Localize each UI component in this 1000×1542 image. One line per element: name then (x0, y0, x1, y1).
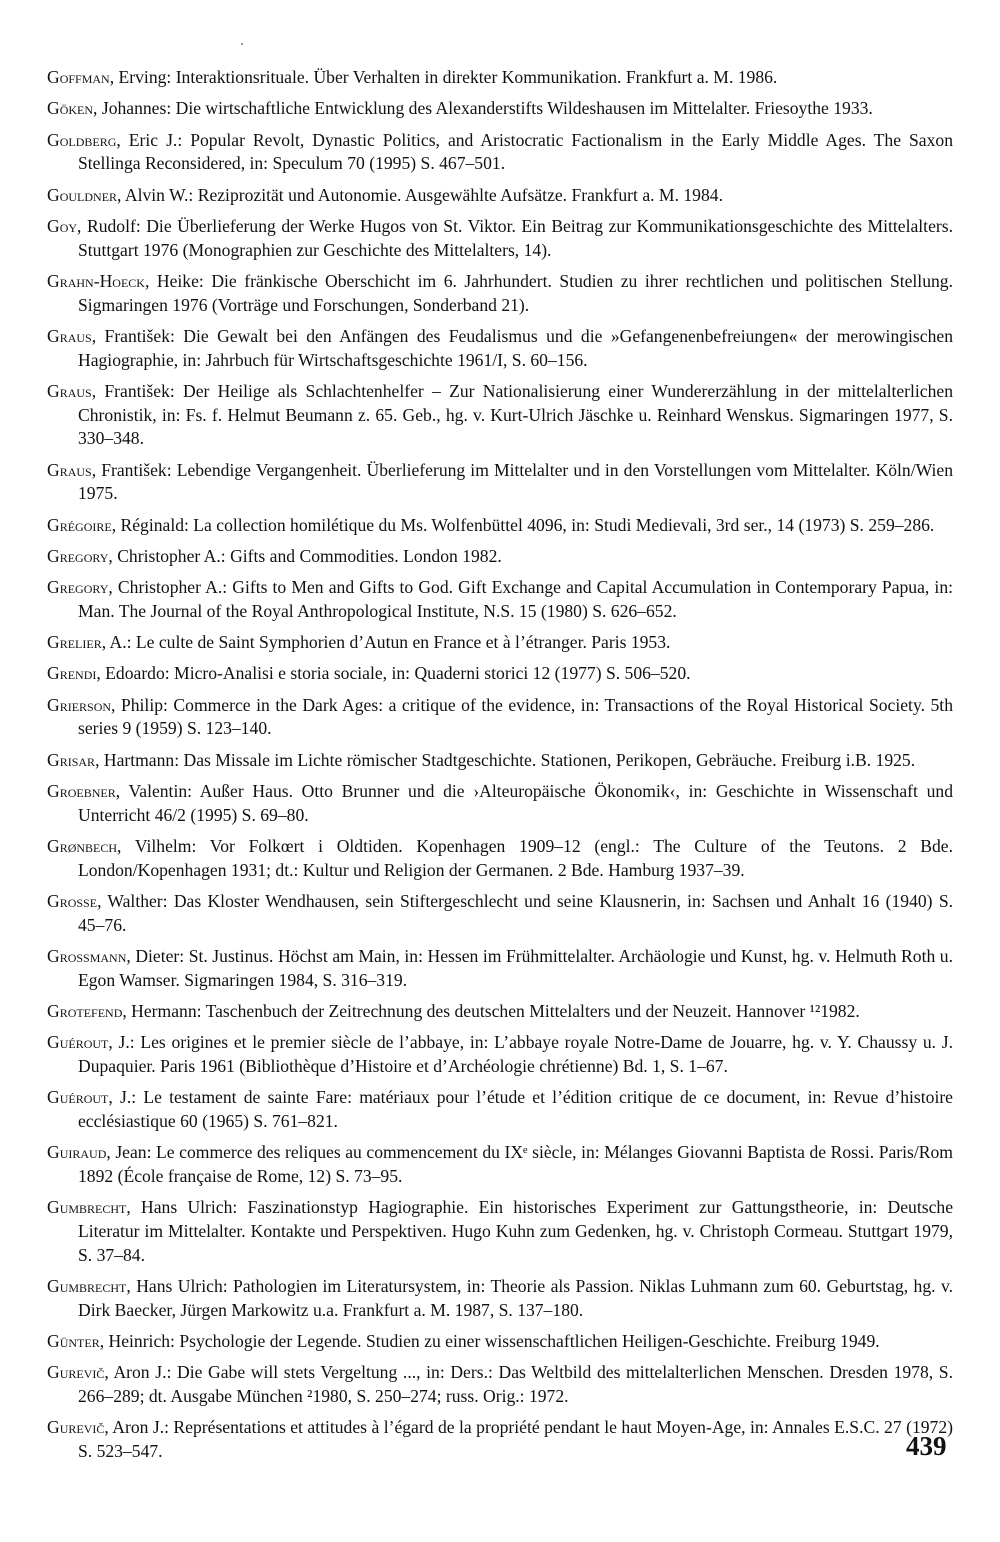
entry-text: , Eric J.: Popular Revolt, Dynastic Politics, and Aristocratic Factionalism in the Early Middle Ages. The Saxon Stellinga Reconsidered, in: Speculum 70 (1995) S. 467–501. (78, 129, 953, 174)
entry-author: Göken (47, 98, 94, 119)
entry-text: , František: Der Heilige als Schlachtenhelfer – Zur Nationalisierung einer Wundererzählung in der mittelalterlichen Chronistik, in: Fs. f. Helmut Beumann z. 65. Geb., hg. v. Kurt-Ulrich Jäschke u. Reinhard Wenskus. Sigmaringen 1977, S. 330–348. (78, 380, 953, 449)
entry-author: Guérout (47, 1087, 109, 1108)
entry-text: , Philip: Commerce in the Dark Ages: a critique of the evidence, in: Transactions of the Royal Historical Society. 5th series 9 (1959) S. 123–140. (78, 694, 953, 739)
entry-author: Günter (47, 1331, 100, 1352)
entry-author: Grierson (47, 694, 112, 715)
entry-text: , Aron J.: Die Gabe will stets Vergeltung ..., in: Ders.: Das Weltbild des mittelalterlichen Menschen. Dresden 1978, S. 266–289; dt. Ausgabe München ²1980, S. 250–274; russ. Orig.: 1972. (78, 1362, 953, 1407)
entry-author: Gregory (47, 577, 109, 598)
entry-author: Gumbrecht (47, 1276, 127, 1297)
entry-author: Grahn-Hoeck (47, 270, 145, 291)
entry-text: , J.: Le testament de sainte Fare: matériaux pour l’étude et l’édition critique de ce document, in: Revue d’histoire ecclésiastique 60 (1965) S. 761–821. (78, 1087, 953, 1132)
bib-entry (47, 545, 953, 569)
entry-author: Gurevič (47, 1362, 105, 1383)
entry-author: Groebner (47, 781, 116, 802)
bib-entry (47, 325, 953, 372)
entry-author: Graus (47, 380, 92, 401)
entry-author: Gumbrecht (47, 1197, 127, 1218)
entry-text: , Edoardo: Micro-Analisi e storia sociale, in: Quaderni storici 12 (1977) S. 506–520. (96, 663, 691, 684)
bib-entry (47, 1000, 953, 1024)
bib-entry (47, 1275, 953, 1322)
entry-text: , Johannes: Die wirtschaftliche Entwicklung des Alexanderstifts Wildeshausen im Mittelalter. Friesoythe 1933. (93, 98, 873, 119)
bib-entry (47, 129, 953, 176)
bib-entry (47, 694, 953, 741)
entry-text: , Hartmann: Das Missale im Lichte römischer Stadtgeschichte. Stationen, Perikopen, Gebräuche. Freiburg i.B. 1925. (95, 749, 916, 770)
bibliography-list (47, 66, 953, 1471)
bib-entry (47, 459, 953, 506)
entry-text: , Walther: Das Kloster Wendhausen, sein Stiftergeschlecht und seine Klausnerin, in: Sachsen und Anhalt 16 (1940) S. 45–76. (78, 891, 953, 935)
bib-entry (47, 1141, 953, 1188)
entry-author: Gregory (47, 545, 109, 566)
entry-text: , Hermann: Taschenbuch der Zeitrechnung des deutschen Mittelalters und der Neuzeit. Hannover ¹²1982. (122, 1001, 860, 1022)
bib-entry (47, 890, 953, 937)
bib-entry (47, 1330, 953, 1354)
entry-author: Goy (47, 215, 78, 236)
entry-text: , J.: Les origines et le premier siècle de l’abbaye, in: L’abbaye royale Notre-Dame de Jouarre, hg. v. Y. Chaussy u. J. Dupaquier. Paris 1961 (Bibliothèque d’Histoire et d’Archéologie chrétienne) Bd. 1, S. 1–67. (78, 1032, 953, 1077)
bib-entry (47, 631, 953, 655)
entry-author: Grønbech (47, 836, 118, 857)
entry-author: Grendi (47, 663, 97, 684)
entry-text: , Hans Ulrich: Faszinationstyp Hagiographie. Ein historisches Experiment zur Gattungstheorie, in: Deutsche Literatur im Mittelalter. Kontakte und Perspektiven. Hugo Kuhn zum Gedenken, hg. v. Christoph Cormeau. Stuttgart 1979, S. 37–84. (78, 1197, 953, 1265)
entry-text: , Aron J.: Représentations et attitudes à l’égard de la propriété pendant le haut Moyen-Age, in: Annales E.S.C. 27 (1972) S. 523–547. (78, 1417, 953, 1462)
entry-text: , Vilhelm: Vor Folkœrt i Oldtiden. Kopenhagen 1909–12 (engl.: The Culture of the Teutons. 2 Bde. London/Kopenhagen 1931; dt.: Kultur und Religion der Germanen. 2 Bde. Hamburg 1937–39. (78, 836, 953, 880)
bib-entry (47, 749, 953, 773)
bib-entry (47, 1361, 953, 1408)
entry-author: Grotefend (47, 1001, 123, 1022)
entry-author: Graus (47, 459, 92, 480)
entry-author: Grégoire (47, 514, 112, 535)
entry-text: , A.: Le culte de Saint Symphorien d’Autun en France et à l’étranger. Paris 1953. (101, 632, 671, 653)
entry-author: Grossmann (47, 946, 127, 967)
bib-entry (47, 1031, 953, 1078)
bib-entry (47, 270, 953, 317)
bib-entry (47, 945, 953, 992)
entry-author: Graus (47, 325, 92, 346)
entry-author: Guérout (47, 1032, 109, 1053)
bib-entry (47, 215, 953, 262)
entry-text: , Hans Ulrich: Pathologien im Literatursystem, in: Theorie als Passion. Niklas Luhmann zum 60. Geburtstag, hg. v. Dirk Baecker, Jürgen Markowitz u.a. Frankfurt a. M. 1987, S. 137–180. (78, 1276, 953, 1320)
bib-entry (47, 380, 953, 451)
entry-author: Goffman (47, 67, 110, 87)
entry-text: , Jean: Le commerce des reliques au commencement du IXᵉ siècle, in: Mélanges Giovanni Baptista de Rossi. Paris/Rom 1892 (École française de Rome, 12) S. 73–95. (78, 1142, 953, 1187)
entry-author: Grisar (47, 749, 96, 770)
bib-entry (47, 780, 953, 827)
bib-entry (47, 1196, 953, 1267)
entry-author: Grosse (47, 891, 98, 912)
bib-entry (47, 1086, 953, 1133)
bib-entry (47, 66, 953, 90)
entry-text: , Dieter: St. Justinus. Höchst am Main, in: Hessen im Frühmittelalter. Archäologie und Kunst, hg. v. Helmuth Roth u. Egon Wamser. Sigmaringen 1984, S. 316–319. (78, 946, 953, 990)
entry-text: , Erving: Interaktionsrituale. Über Verhalten in direkter Kommunikation. Frankfurt a. M. 1986. (109, 67, 778, 87)
bib-entry (47, 835, 953, 882)
entry-author: Gurevič (47, 1417, 105, 1438)
entry-author: Guiraud (47, 1142, 107, 1163)
print-speck (241, 43, 243, 45)
bib-entry (47, 97, 953, 121)
entry-text: , Heinrich: Psychologie der Legende. Studien zu einer wissenschaftlichen Heiligen-Geschichte. Freiburg 1949. (99, 1331, 880, 1352)
entry-text: , František: Lebendige Vergangenheit. Überlieferung im Mittelalter und in den Vorstellungen vom Mittelalter. Köln/Wien 1975. (78, 459, 953, 504)
entry-text: , Rudolf: Die Überlieferung der Werke Hugos von St. Viktor. Ein Beitrag zur Kommunikationsgeschichte des Mittelalters. Stuttgart 1976 (Monographien zur Geschichte des Mittelalters, 14). (77, 215, 953, 260)
entry-text: , Christopher A.: Gifts to Men and Gifts to God. Gift Exchange and Capital Accumulation in Contemporary Papua, in: Man. The Journal of the Royal Anthropological Institute, N.S. 15 (1980) S. 626–652. (78, 577, 953, 621)
entry-text: , Valentin: Außer Haus. Otto Brunner und die ›Alteuropäische Ökonomik‹, in: Geschichte in Wissenschaft und Unterricht 46/2 (1995) S. 69–80. (78, 781, 953, 825)
bib-entry (47, 662, 953, 686)
bib-entry (47, 514, 953, 538)
entry-text: , František: Die Gewalt bei den Anfängen des Feudalismus und die »Gefangenenbefreiungen« der merowingischen Hagiographie, in: Jahrbuch für Wirtschaftsgeschichte 1961/I, S. 60–156. (78, 325, 953, 370)
bib-entry (47, 576, 953, 623)
entry-text: , Alvin W.: Reziprozität und Autonomie. Ausgewählte Aufsätze. Frankfurt a. M. 1984. (117, 184, 723, 205)
entry-author: Gouldner (47, 184, 118, 205)
page-number: 439 (906, 1431, 947, 1461)
entry-author: Goldberg (47, 129, 117, 150)
entry-text: , Réginald: La collection homilétique du Ms. Wolfenbüttel 4096, in: Studi Medievali, 3rd ser., 14 (1973) S. 259–286. (111, 514, 935, 535)
entry-text: , Christopher A.: Gifts and Commodities. London 1982. (108, 545, 502, 566)
bib-entry (47, 1416, 953, 1463)
bib-entry (47, 184, 953, 208)
entry-author: Grelier (47, 632, 102, 653)
entry-text: , Heike: Die fränkische Oberschicht im 6. Jahrhundert. Studien zu ihrer rechtlichen und politischen Stellung. Sigmaringen 1976 (Vorträge und Forschungen, Sonderband 21). (78, 270, 953, 315)
